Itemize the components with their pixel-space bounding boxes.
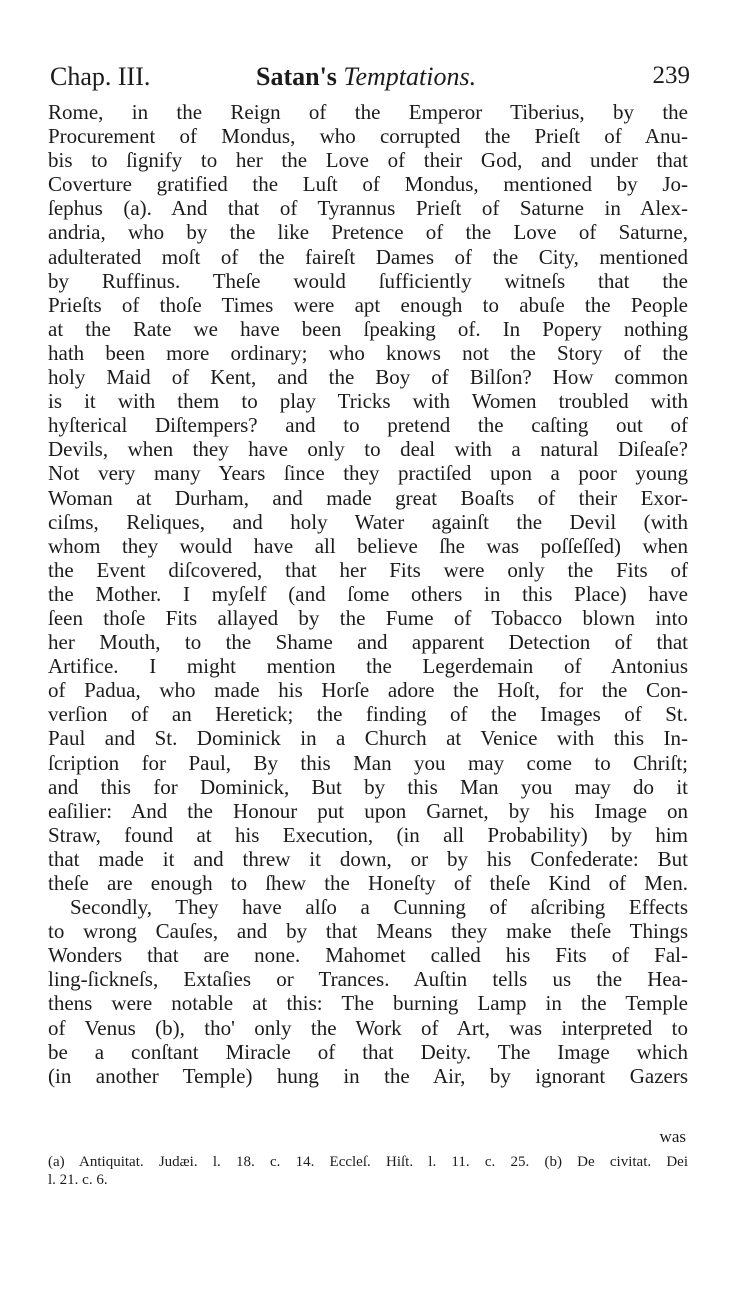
text-line: hath been more ordinary; who knows not the Story of the — [48, 340, 688, 365]
footnote-line: l. 21. c. 6. — [48, 1172, 108, 1188]
text-line: is it with them to play Tricks with Women troubled with — [48, 389, 688, 414]
text-line: bis to ſignify to her the Love of their God, and under that — [48, 148, 688, 173]
chapter-label: Chap. III. — [50, 62, 151, 91]
text-line: Not very many Years ſince they practiſed upon a poor young — [48, 461, 688, 486]
text-line: hyſterical Diſtempers? and to pretend the caſting out of — [48, 413, 688, 438]
text-line: adulterated moſt of the faireſt Dames of the City, mentioned — [48, 244, 688, 269]
text-line: Procurement of Mondus, who corrupted the Prieſt of Anu- — [48, 124, 688, 149]
running-title — [256, 62, 476, 92]
text-line: of Venus (b), tho' only the Work of Art, was interpreted to — [48, 1015, 688, 1040]
text-line: be a conſtant Miracle of that Deity. The Image which — [48, 1039, 688, 1064]
text-line: (in another Temple) hung in the Air, by ignorant Gazers — [48, 1063, 688, 1088]
text-line: Coverture gratified the Luſt of Mondus, mentioned by Jo- — [48, 172, 688, 197]
text-line: holy Maid of Kent, and the Boy of Bilſon? How common — [48, 365, 688, 390]
text-line: ciſms, Reliques, and holy Water againſt the Devil (with — [48, 509, 688, 534]
footnote-line: (a) Antiquitat. Judæi. l. 18. c. 14. Eccleſ. Hiſt. l. 11. c. 25. (b) De civitat. Dei — [48, 1154, 688, 1170]
text-line: andria, who by the like Pretence of the Love of Saturne, — [48, 220, 688, 245]
text-line: by Ruffinus. Theſe would ſufficiently witneſs that the — [48, 268, 688, 293]
text-line: of Padua, who made his Horſe adore the Hoſt, for the Con- — [48, 678, 688, 703]
page-header — [50, 62, 690, 102]
text-line: theſe are enough to ſhew the Honeſty of theſe Kind of Men. — [48, 871, 688, 895]
text-line: ſephus (a). And that of Tyrannus Prieſt of Saturne in Alex- — [48, 196, 688, 221]
text-line: whom they would have all believe ſhe was poſſeſſed) when — [48, 533, 688, 558]
catchword: was — [659, 1127, 686, 1146]
text-line: Devils, when they have only to deal with a natural Diſeaſe? — [48, 437, 688, 462]
footnotes — [48, 1153, 688, 1189]
text-line: ſcription for Paul, By this Man you may come to Chriſt; — [48, 750, 688, 775]
text-line: and this for Dominick, But by this Man you may do it — [48, 774, 688, 799]
text-line: Artifice. I might mention the Legerdemain of Antonius — [48, 654, 688, 679]
text-line: eaſilier: And the Honour put upon Garnet, by his Image on — [48, 798, 688, 823]
text-line: thens were notable at this: The burning Lamp in the Temple — [48, 991, 688, 1016]
text-line: her Mouth, to the Shame and apparent Detection of that — [48, 630, 688, 655]
text-line: ling-ſickneſs, Extaſies or Trances. Auſtin tells us the Hea- — [48, 967, 688, 992]
text-line: at the Rate we have been ſpeaking of. In Popery nothing — [48, 316, 688, 341]
running-title-blackletter: Satan's — [256, 62, 337, 91]
text-line: Woman at Durham, and made great Boaſts of their Exor- — [48, 485, 688, 510]
text-line: Paul and St. Dominick in a Church at Venice with this In- — [48, 726, 688, 751]
text-line: ſeen thoſe Fits allayed by the Fume of Tobacco blown into — [48, 605, 688, 630]
text-line: Rome, in the Reign of the Emperor Tiberius, by the — [48, 100, 688, 124]
page-number: 239 — [652, 62, 690, 89]
text-line: the Mother. I myſelf (and ſome others in this Place) have — [48, 581, 688, 606]
text-line: Prieſts of thoſe Times were apt enough to abuſe the People — [48, 292, 688, 317]
text-line: Straw, found at his Execution, (in all Probability) by him — [48, 822, 688, 847]
text-line: that made it and threw it down, or by his Confederate: But — [48, 846, 688, 871]
text-line: verſion of an Heretick; the finding of the Images of St. — [48, 702, 688, 727]
body-text — [48, 100, 688, 1088]
text-line-paragraph-start: Secondly, They have alſo a Cunning of aſcribing Effects — [70, 895, 688, 920]
text-line: to wrong Cauſes, and by that Means they make theſe Things — [48, 919, 688, 944]
text-line: the Event diſcovered, that her Fits were only the Fits of — [48, 557, 688, 582]
running-title-rest: Temptations. — [343, 62, 477, 91]
text-line: Wonders that are none. Mahomet called his Fits of Fal- — [48, 943, 688, 968]
